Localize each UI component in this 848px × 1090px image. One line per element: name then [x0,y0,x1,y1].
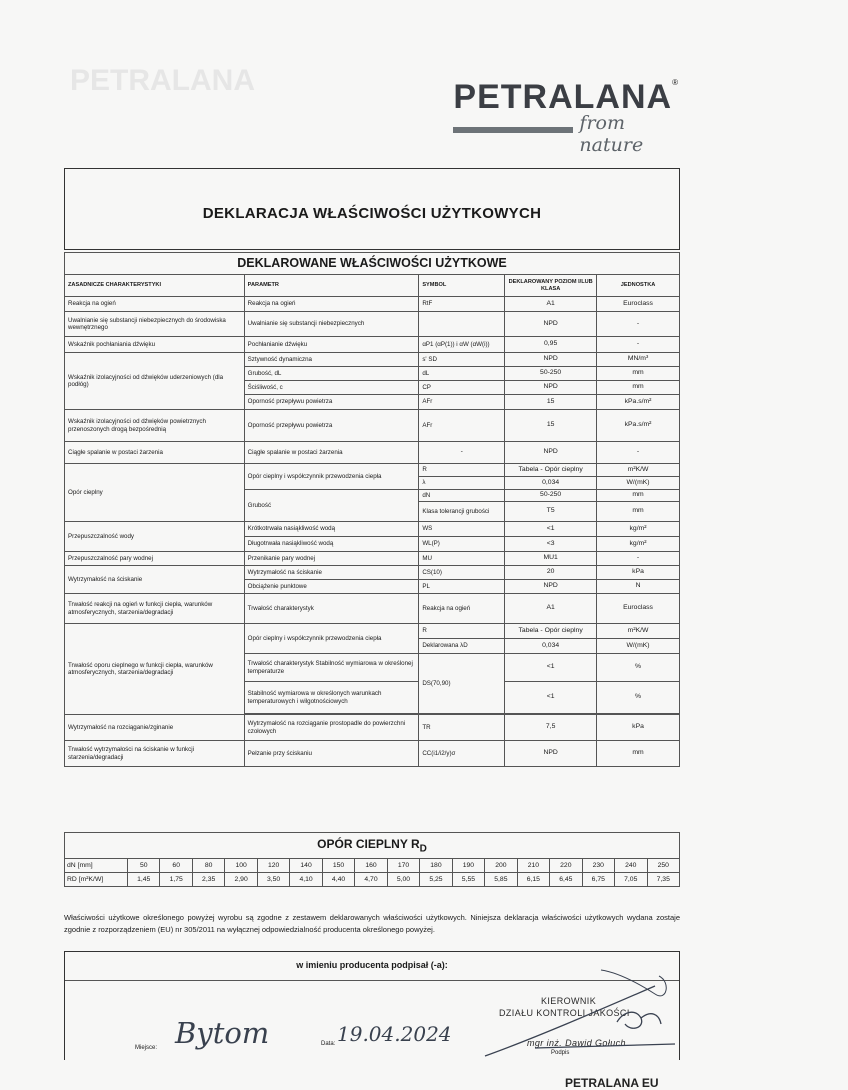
table-row [65,741,680,767]
cell-parameter: Krótkotrwała nasiąkliwość wodą [244,522,419,537]
stamp-department: DZIAŁU KONTROLI JAKOŚCI [499,1008,630,1018]
thickness-cell: 210 [517,859,549,873]
cell-symbol: Deklarowana λD [419,639,505,654]
logo-wordmark: PETRALANA [453,78,673,116]
table-row [65,337,680,353]
cell-parameter: Przenikanie pary wodnej [244,552,419,566]
cell-unit: kg/m² [597,537,680,552]
cell-unit: % [597,654,680,682]
thickness-cell: 200 [485,859,517,873]
cell-symbol: AFr [419,410,505,442]
thickness-cell: 180 [420,859,452,873]
resistance-caption-text: OPÓR CIEPLNY R [317,837,420,851]
cell-symbol [419,312,505,337]
header-declared-level: DEKLAROWANY POZIOM I/LUB KLASA [505,275,597,297]
cell-parameter: Grubość, dL [244,367,419,381]
cell-parameter: Reakcja na ogień [244,297,419,312]
cell-characteristic: Wytrzymałość na rozciąganie/zginanie [65,715,245,741]
resistance-cell: 2,90 [225,873,257,887]
thickness-cell: 170 [387,859,419,873]
thickness-cell: 250 [647,859,680,873]
cell-parameter: Pełzanie przy ściskaniu [244,741,419,767]
cell-unit: - [597,312,680,337]
cell-parameter: Grubość [244,490,419,522]
thickness-cell: 150 [322,859,354,873]
resistance-cell: 7,35 [647,873,680,887]
cell-unit: mm [597,367,680,381]
cell-symbol: CC(i1/i2/y)σ [419,741,505,767]
thermal-resistance-table [64,832,680,887]
thickness-cell: 240 [615,859,647,873]
stamp-title: KIEROWNIK [541,996,597,1006]
cell-unit: kg/m² [597,522,680,537]
resistance-cell: 1,75 [160,873,192,887]
footer-brand: PETRALANA EU [565,1076,659,1090]
thickness-cell: 60 [160,859,192,873]
cell-unit: MN/m³ [597,353,680,367]
cell-symbol: PL [419,580,505,594]
table-row [65,353,680,367]
thickness-cell: 120 [257,859,289,873]
cell-symbol: DS(70,90) [419,654,505,714]
cell-level: NPD [505,442,597,464]
cell-level: 50-250 [505,367,597,381]
cell-level: 0,034 [505,639,597,654]
table-row [65,410,680,442]
cell-symbol: WL(P) [419,537,505,552]
brand-logo [453,78,678,156]
resistance-cell: 4,10 [290,873,322,887]
logo-tagline: from nature [579,112,644,156]
cell-level: 50-250 [505,490,597,502]
resistance-cell: 5,00 [387,873,419,887]
cell-parameter: Oporność przepływu powietrza [244,395,419,410]
date-handwritten: 19.04.2024 [337,1022,452,1046]
cell-symbol: RtF [419,297,505,312]
cell-symbol: s' SD [419,353,505,367]
logo-underline-bar [453,127,573,133]
cell-level: 7,5 [505,715,597,741]
resistance-cell: 4,40 [322,873,354,887]
table-row [65,442,680,464]
table-row [65,552,680,566]
thickness-row [65,859,680,873]
table-row [65,566,680,580]
resistance-cell: 5,85 [485,873,517,887]
thickness-cell: 230 [582,859,614,873]
cell-parameter: Opór cieplny i współczynnik przewodzenia ciepła [244,464,419,490]
date-label: Data: [321,1041,336,1047]
cell-unit: Euroclass [597,594,680,624]
cell-level: NPD [505,353,597,367]
cell-unit: mm [597,741,680,767]
cell-symbol: R [419,624,505,639]
cell-level: 0,034 [505,477,597,490]
resistance-cell: 4,70 [355,873,387,887]
cell-symbol: CP [419,381,505,395]
header-characteristics: ZASADNICZE CHARAKTERYSTYKI [65,275,245,297]
cell-characteristic: Uwalnianie się substancji niebezpiecznych do środowiska wewnętrznego [65,312,245,337]
resistance-cell: 1,45 [128,873,160,887]
resistance-cell: 6,15 [517,873,549,887]
cell-symbol: TR [419,715,505,741]
document-title-box [64,168,680,250]
cell-characteristic: Ciągłe spalanie w postaci żarzenia [65,442,245,464]
cell-characteristic: Trwałość reakcji na ogień w funkcji ciepła, warunków atmosferycznych, starzenia/degradacji [65,594,245,624]
cell-unit: mm [597,490,680,502]
place-handwritten: Bytom [175,1016,270,1050]
resistance-cell: 3,50 [257,873,289,887]
place-label: Miejsce: [135,1045,158,1051]
cell-unit: mm [597,502,680,522]
cell-unit: - [597,552,680,566]
cell-symbol: WS [419,522,505,537]
cell-level: NPD [505,580,597,594]
thickness-cell: 80 [192,859,224,873]
signature-podpis-label: Podpis [551,1050,570,1056]
cell-level: Tabela - Opór cieplny [505,464,597,477]
cell-parameter: Uwalnianie się substancji niebezpiecznych [244,312,419,337]
cell-parameter: Wytrzymałość na rozciąganie prostopadle do powierzchni czołowych [244,715,419,741]
logo-registered-mark: ® [672,78,678,87]
cell-parameter: Oporność przepływu powietrza [244,410,419,442]
bleed-through-logo: PETRALANA [70,64,255,97]
cell-unit: W/(mK) [597,477,680,490]
table-row [65,624,680,639]
resistance-cell: 5,25 [420,873,452,887]
cell-level: A1 [505,594,597,624]
cell-level: NPD [505,741,597,767]
resistance-cell: 7,05 [615,873,647,887]
cell-parameter: Sztywność dynamiczna [244,353,419,367]
signature-box [64,951,680,1060]
resistance-row [65,873,680,887]
table-row [65,297,680,312]
cell-symbol: - [419,442,505,464]
cell-level: T5 [505,502,597,522]
cell-unit: kPa.s/m² [597,395,680,410]
thickness-row-label: dN [mm] [65,859,128,873]
table-row [65,715,680,741]
cell-parameter: Ściśliwość, c [244,381,419,395]
cell-parameter: Ciągłe spalanie w postaci żarzenia [244,442,419,464]
cell-characteristic: Trwałość oporu cieplnego w funkcji ciepła, warunków atmosferycznych, starzenia/degradacji [65,624,245,715]
signature-scribble [445,952,685,1060]
table-row [65,312,680,337]
cell-unit: mm [597,381,680,395]
table-row [65,522,680,537]
signature-heading: w imieniu producenta podpisał (-a): [296,960,448,970]
resistance-row-label: RD [m²K/W] [65,873,128,887]
cell-characteristic: Przepuszczalność wody [65,522,245,552]
resistance-caption [65,833,680,859]
cell-parameter: Trwałość charakterystyk Stabilność wymiarowa w określonej temperaturze [244,654,419,682]
resistance-caption-sub: D [419,843,427,855]
cell-symbol: λ [419,477,505,490]
cell-parameter: Wytrzymałość na ściskanie [244,566,419,580]
cell-parameter: Opór cieplny i współczynnik przewodzenia ciepła [244,624,419,654]
cell-parameter: Długotrwała nasiąkliwość wodą [244,537,419,552]
cell-level: A1 [505,297,597,312]
cell-level: <3 [505,537,597,552]
cell-parameter: Pochłanianie dźwięku [244,337,419,353]
cell-level: <1 [505,522,597,537]
cell-characteristic: Wskaźnik pochłaniania dźwięku [65,337,245,353]
header-unit: JEDNOSTKA [597,275,680,297]
cell-characteristic: Wskaźnik izolacyjności od dźwięków powietrznych przenoszonych drogą bezpośrednią [65,410,245,442]
cell-symbol: Klasa tolerancji grubości [419,502,505,522]
resistance-cell: 6,45 [550,873,582,887]
cell-level: <1 [505,682,597,714]
resistance-cell: 6,75 [582,873,614,887]
cell-symbol: αP1 (αP(1)) i αW (αW(i)) [419,337,505,353]
cell-unit: kPa.s/m² [597,410,680,442]
table-caption: DEKLAROWANE WŁAŚCIWOŚCI UŻYTKOWE [65,253,680,275]
thickness-cell: 50 [128,859,160,873]
header-symbol: SYMBOL [419,275,505,297]
cell-level: <1 [505,654,597,682]
cell-unit: Euroclass [597,297,680,312]
header-parameter: PARAMETR [244,275,419,297]
cell-symbol: CS(10) [419,566,505,580]
thickness-cell: 190 [452,859,484,873]
thickness-cell: 140 [290,859,322,873]
cell-unit: N [597,580,680,594]
resistance-cell: 2,35 [192,873,224,887]
cell-parameter: Obciążenie punktowe [244,580,419,594]
cell-symbol: Reakcja na ogień [419,594,505,624]
cell-parameter: Stabilność wymiarowa w określonych warunkach temperaturowych i wilgotnościowych [244,682,419,714]
cell-level: NPD [505,312,597,337]
table-row [65,594,680,624]
cell-characteristic: Przepuszczalność pary wodnej [65,552,245,566]
cell-symbol: dN [419,490,505,502]
cell-symbol: R [419,464,505,477]
cell-unit: kPa [597,715,680,741]
thickness-cell: 160 [355,859,387,873]
cell-symbol: MU [419,552,505,566]
document-title: DEKLARACJA WŁAŚCIWOŚCI UŻYTKOWYCH [202,205,542,222]
cell-parameter: Trwałość charakterystyk [244,594,419,624]
cell-characteristic: Wskaźnik izolacyjności od dźwięków uderzeniowych (dla podłóg) [65,353,245,410]
thickness-cell: 220 [550,859,582,873]
cell-symbol: AFr [419,395,505,410]
cell-unit: - [597,442,680,464]
cell-level: 20 [505,566,597,580]
cell-level: NPD [505,381,597,395]
cell-level: Tabela - Opór cieplny [505,624,597,639]
cell-characteristic: Wytrzymałość na ściskanie [65,566,245,594]
cell-characteristic: Opór cieplny [65,464,245,522]
cell-unit: m²K/W [597,464,680,477]
cell-level: MU1 [505,552,597,566]
cell-unit: W/(mK) [597,639,680,654]
table-row [65,464,680,477]
cell-level: 15 [505,395,597,410]
stamp-name: mgr inż. Dawid Gołuch [527,1038,626,1048]
cell-unit: % [597,682,680,714]
cell-unit: m²K/W [597,624,680,639]
cell-unit: - [597,337,680,353]
cell-symbol: dL [419,367,505,381]
resistance-cell: 5,55 [452,873,484,887]
cell-level: 15 [505,410,597,442]
cell-characteristic: Trwałość wytrzymałości na ściskanie w funkcji starzenia/degradacji [65,741,245,767]
conformity-statement: Właściwości użytkowe określonego powyżej wyrobu są zgodne z zestawem deklarowanych właściwości użytkowych. Niniejsza deklaracja właściwości użytkowych wydana zostaje zgodnie z rozporządzeniem (EU) nr 305/2011 na wyłącznej odpowiedzialność producenta określonego powyżej. [64,913,680,934]
cell-characteristic: Reakcja na ogień [65,297,245,312]
thickness-cell: 100 [225,859,257,873]
cell-unit: kPa [597,566,680,580]
cell-level: 0,95 [505,337,597,353]
declared-properties-table [64,252,680,767]
